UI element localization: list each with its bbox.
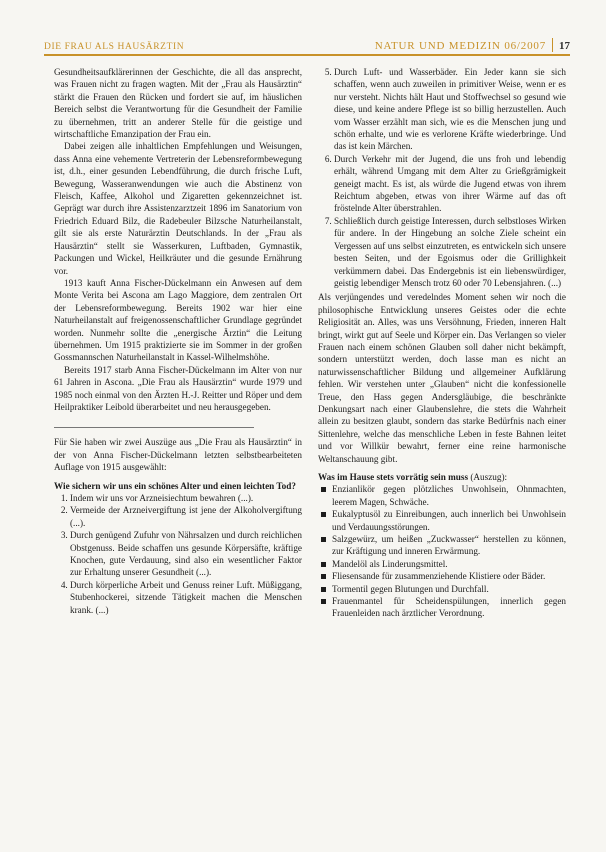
section-divider: [54, 427, 254, 428]
list-item: Mandelöl als Linderungsmittel.: [332, 558, 566, 570]
numbered-list-continued: [318, 66, 566, 289]
section-title: DIE FRAU ALS HAUSÄRZTIN: [44, 42, 185, 52]
body-paragraph: Als verjüngendes und veredelndes Moment sehen wir noch die philosophische Entwicklung unseres Geistes oder die echte Religiosität an. Alles, was uns Versöhnung, Frieden, inneren Halt bringt, wirkt gut auf Seele und Körper ein. Das Verlangen so vieler Frauen nach einem schönen Glauben soll daher nicht bekämpft, sondern unterstützt werden, doch lasse man es nicht an naturwissenschaftlicher Bildung und allgemeiner Aufklärung fehlen. Wir verstehen unter „Glauben“ nicht die konfessionelle Treue, den Hass gegen Andersgläubige, die beschränkte Denkungsart nach einer Glaubenslehre, die stets die Wahrheit allein zu besitzen glaubt, sondern das starke Bedürfnis nach einer Sittenlehre, welche das menschliche Leben in feste Bahnen leitet und vor Willkür bewahrt, ferner eine reine harmonische Weltanschauung gibt.: [318, 292, 566, 464]
header-rule: [44, 54, 570, 56]
body-paragraph: 1913 kauft Anna Fischer-Dückelmann ein Anwesen auf dem Monte Verita bei Ascona am Lago Maggiore, dem zentralen Ort der Lebensreformbewegung. Bereits 1902 war hier eine Naturheilanstalt auf freigenossenschaftlicher Grundlage gegründet worden. Nunmehr sollte die „energische Ärztin“ die Leitung übernehmen. Um 1915 praktizierte sie im Sommer in der großen Gossmannschen Naturheilanstalt in Kassel-Wilhelmshöhe.: [54, 277, 302, 363]
list-item: Eukalyptusöl zu Einreibungen, auch innerlich bei Unwohlsein und Verdauungsstörungen.: [332, 509, 566, 532]
body-paragraph: Gesundheitsaufklärerinnen der Geschichte, die all das ansprecht, was Frauen nicht zu fragen wagten. Mit der „Frau als Hausärztin“ stärkt die Frauen den Rücken und fordert sie auf, im häuslichen Bereich selbst die Verantwortung für die Gesundheit der Familie zu übernehmen, tritt an anderer Stelle für die geistige und wirtschaftliche Emanzipation der Frau ein.: [54, 67, 302, 140]
list-item: Salzgewürz, um heißen „Zuckwasser“ herstellen zu können, zur Kräftigung und inneren Erwärmung.: [332, 534, 566, 557]
supplies-heading-bold: Was im Hause stets vorrätig sein muss: [318, 472, 469, 482]
body-paragraph: Bereits 1917 starb Anna Fischer-Dückelmann im Alter von nur 61 Jahren in Ascona. „Die Frau als Hausärztin“ wurde 1979 und 1985 noch einmal von den Ärzten H.-J. Reitter und Röper und dem Heilpraktiker Leibold überarbeitet und neu herausgegeben.: [54, 364, 302, 412]
header-right: [375, 38, 570, 52]
supplies-list: [318, 483, 566, 619]
list-item: 7. Schließlich durch geistige Interessen, durch selbstloses Wirken für andere. In der Hingebung an solche Ziele scheint ein Vergessen auf uns selbst einzutreten, es entwickeln sich unsere besten Seiten, und der Egoismus oder die Grillighkeit verkümmern dabei. Das Endergebnis ist ein liebenswürdiger, geistig lebendiger Mensch trotz 60 oder 70 Lebensjahren. (...): [334, 215, 566, 289]
page-number: 17: [559, 40, 570, 52]
left-column: [54, 66, 302, 616]
right-column: [318, 66, 566, 620]
body-paragraph: Dabei zeigen alle inhaltlichen Empfehlungen und Weisungen, dass Anna eine vehemente Vertreterin der Lebensreformbewegung ist, d.h., einer gesunden Lebendführung, die durch frische Luft, Bewegung, Wasseranwendungen wie auch die Abstinenz von Fleisch, Kaffee, Alkohol und Zigaretten gekennzeichnet ist. Geprägt war durch ihre Assistenzarztzeit 1896 im Sanatorium von Friedrich Eduard Bilz, die Radebeuler Bilzsche Naturheilanstalt, gilt sie als erste Naturärztin Deutschlands. In der „Frau als Hausärztin“ stellt sie Wasserkuren, Luftbaden, Gymnastik, Packungen und Wickel, Heilkräuter und die gesunde Ernährung vor.: [54, 141, 302, 276]
header-separator: [552, 38, 553, 52]
list-item: 4. Durch körperliche Arbeit und Genuss reiner Luft. Müßiggang, Stubenhockerei, sitzende Tätigkeit machen die Menschen krank. (...): [70, 579, 302, 616]
list-item: 6. Durch Verkehr mit der Jugend, die uns froh und lebendig erhält, während Umgang mit dem Alter zu Grießgrämigkeit geneigt macht. Es ist, als würde die Jugend etwas von ihrem Reichtum abgeben, etwas von ihrer Wärme auf das oft fröstelnde Alter überstrahlen.: [334, 153, 566, 215]
list-item: 5. Durch Luft- und Wasserbäder. Ein Jeder kann sie sich schaffen, wenn auch zuweilen in primitiver Weise, wenn er es nur versteht. Nichts hält Haut und Stoffwechsel so gesund wie diese, und keine andere Pflege ist so billig herzustellen. Auch vom Wasser erzählt man sich, wie es die Menschen jung und schön erhalte, und wie es verlorene Kräfte wiederbringe. Und das ist kein Märchen.: [334, 66, 566, 153]
list-item: Tormentil gegen Blutungen und Durchfall.: [332, 583, 566, 595]
list-item: 2. Vermeide der Arzneivergiftung ist jene der Alkoholvergiftung (...).: [70, 504, 302, 529]
excerpt-question: Wie sichern wir uns ein schönes Alter und einen leichten Tod?: [54, 480, 296, 491]
supplies-heading: [318, 471, 566, 483]
supplies-heading-suffix: (Auszug):: [468, 472, 508, 482]
list-item: 1. Indem wir uns vor Arzneisiechtum bewahren (...).: [70, 492, 302, 504]
list-item: 3. Durch genügend Zufuhr von Nährsalzen und durch reichlichen Obstgenuss. Beide schaffen uns gesunde Körpersäfte, kräftige Knochen, gute Verdauung, sind also ein wesentlicher Faktor zur Erhaltung unserer Gesundheit (...).: [70, 529, 302, 579]
list-item: Fliesensande für zusammenziehende Klistiere oder Bäder.: [332, 570, 566, 582]
numbered-list: [54, 492, 302, 616]
magazine-title: NATUR UND MEDIZIN 06/2007: [374, 40, 546, 52]
list-item: Frauenmantel für Scheidenspülungen, innerlich gegen Frauenleiden nach ärztlicher Verordnung.: [332, 596, 566, 619]
list-item: Enzianlikör gegen plötzliches Unwohlsein, Ohnmachten, leerem Magen, Schwäche.: [332, 484, 566, 507]
excerpt-intro: Für Sie haben wir zwei Auszüge aus „Die Frau als Hausärztin“ in der von Anna Fischer-Dückelmann letzten selbstbearbeiteten Auflage von 1915 ausgewählt:: [54, 437, 302, 473]
page-header: [44, 34, 570, 52]
